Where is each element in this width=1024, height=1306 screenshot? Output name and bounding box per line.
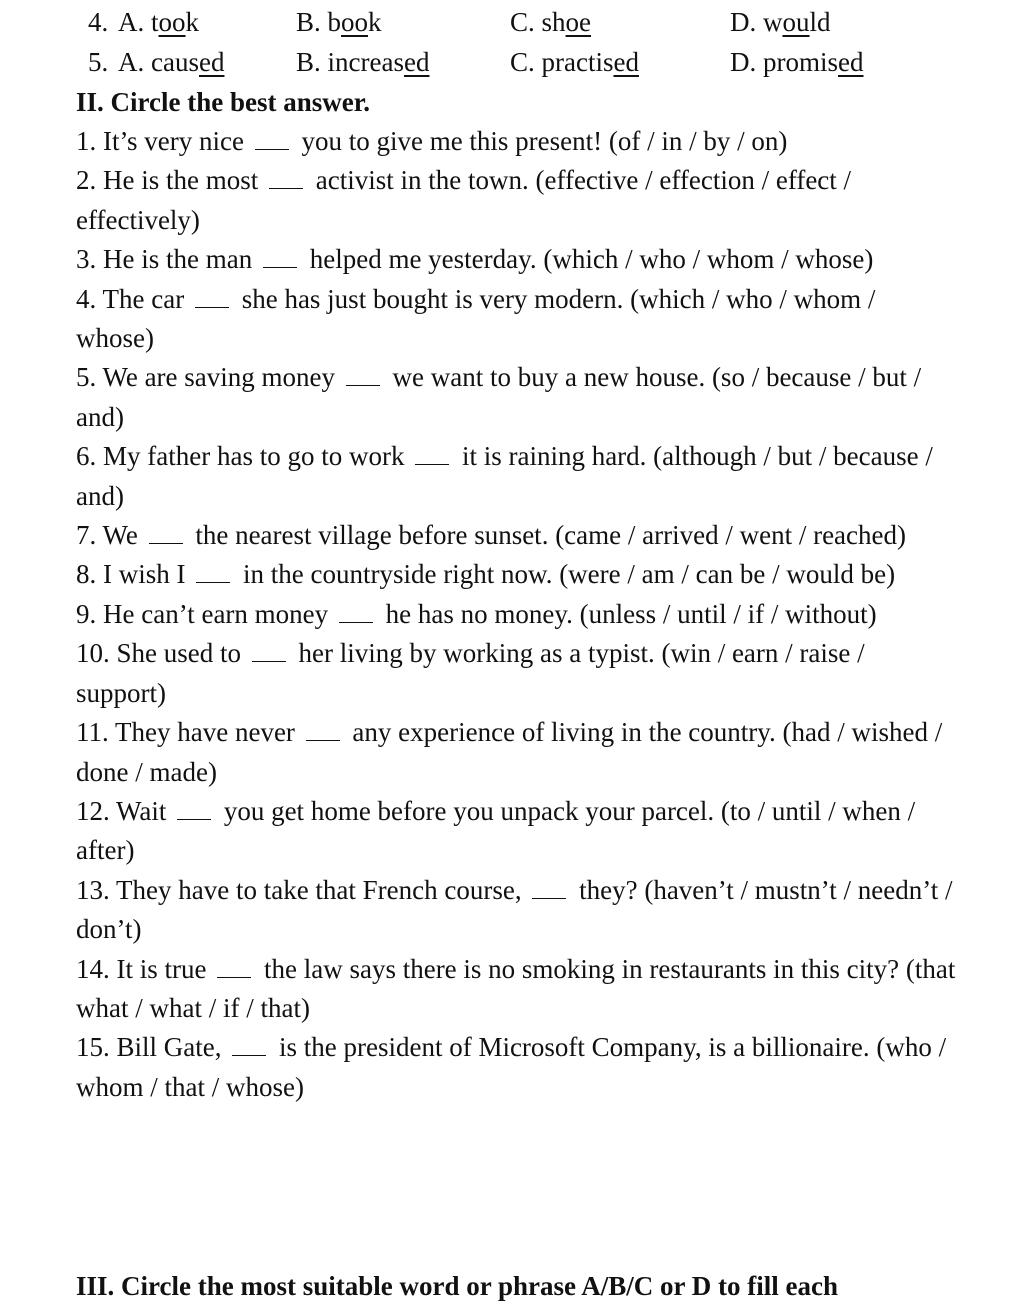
answer-blank — [346, 384, 380, 386]
answer-blank — [263, 266, 297, 268]
question-item — [76, 792, 956, 871]
question-text-after: the nearest village before sunset. (came / arrived / went / reached) — [195, 520, 906, 551]
underlined-sound: ed — [198, 47, 225, 77]
option-a: A. caused — [118, 47, 225, 77]
question-item — [76, 358, 956, 437]
question-text-after: the law says there is no smoking in restaurants in this city? (that what / what / if / that) — [76, 953, 956, 1023]
question-text-after: you to give me this present! (of / in / by / on) — [301, 126, 788, 156]
question-item — [76, 122, 956, 161]
question-text-before: I wish I — [103, 559, 186, 590]
answer-blank — [217, 976, 251, 978]
question-text-after: her living by working as a typist. (win / earn / raise / support) — [76, 638, 865, 708]
question-number: 3. — [76, 244, 97, 275]
answer-blank — [195, 306, 229, 308]
answer-blank — [196, 581, 230, 583]
question-text-after: we want to buy a new house. (so / because / but / and) — [76, 362, 922, 432]
question-number: 14. — [76, 953, 110, 984]
question-item — [76, 516, 956, 555]
question-number: 9. — [76, 598, 97, 629]
section-heading: II. Circle the best answer. — [76, 87, 370, 117]
question-text-before: He is the man — [103, 244, 253, 275]
question-text-before: She used to — [116, 638, 241, 669]
question-text-before: We are saving money — [102, 362, 336, 393]
answer-blank — [255, 148, 289, 150]
question-text-before: They have never — [115, 717, 295, 748]
pronunciation-row-5 — [0, 42, 1024, 82]
underlined-sound: ou — [782, 7, 810, 37]
underlined-sound: ed — [613, 47, 639, 77]
question-text-after: he has no money. (unless / until / if / without) — [385, 598, 877, 629]
question-text-after: activist in the town. (effective / effection / effect / effectively) — [76, 165, 852, 235]
question-item — [76, 1028, 956, 1107]
question-number: 6. — [76, 441, 97, 472]
question-text-after: in the countryside right now. (were / am / can be / would be) — [243, 559, 896, 590]
question-text-after: any experience of living in the country. (had / wished / done / made) — [76, 717, 943, 787]
question-text-before: The car — [102, 283, 185, 314]
question-number: 4. — [88, 7, 109, 37]
question-text-before: It is true — [116, 953, 207, 984]
answer-blank — [232, 1054, 266, 1056]
option-c: C. practised — [510, 47, 639, 77]
option-a: A. took — [118, 7, 200, 37]
question-number: 10. — [76, 638, 110, 669]
option-b: B. book — [296, 7, 382, 37]
option-d: D. promised — [730, 47, 864, 77]
question-item — [76, 555, 956, 594]
question-text-before: We — [102, 520, 138, 551]
answer-blank — [306, 739, 340, 741]
underlined-sound: oe — [565, 7, 592, 37]
question-number: 15. — [76, 1032, 110, 1063]
question-text-after: is the president of Microsoft Company, is a billionaire. (who / whom / that / whose) — [76, 1032, 947, 1102]
question-text-after: helped me yesterday. (which / who / whom / whose) — [309, 244, 874, 275]
question-list — [76, 122, 956, 1107]
question-number: 11. — [76, 717, 109, 748]
answer-blank — [177, 818, 211, 820]
next-section-heading: III. Circle the most suitable word or phrase A/B/C or D to fill each — [76, 1271, 838, 1301]
question-number: 12. — [76, 795, 110, 826]
question-item — [76, 161, 956, 240]
question-number: 8. — [76, 559, 97, 590]
question-number: 5. — [88, 47, 109, 77]
answer-blank — [252, 660, 286, 662]
question-number: 7. — [76, 520, 97, 551]
question-text-after: she has just bought is very modern. (which / who / whom / whose) — [76, 283, 876, 354]
question-number: 2. — [76, 165, 97, 196]
underlined-sound: ed — [838, 47, 864, 77]
question-item — [76, 437, 956, 516]
question-text-after: they? (haven’t / mustn’t / needn’t / don’t) — [76, 874, 953, 945]
question-text-after: you get home before you unpack your parcel. (to / until / when / after) — [76, 795, 916, 866]
underlined-sound: ed — [403, 47, 430, 77]
question-item — [76, 595, 956, 634]
question-item — [76, 950, 956, 1029]
pronunciation-row-4 — [0, 2, 1024, 42]
question-item — [76, 634, 956, 713]
option-c: C. shoe — [510, 7, 592, 37]
question-item — [76, 240, 956, 279]
option-b: B. increased — [296, 47, 430, 77]
question-text-before: My father has to go to work — [103, 441, 405, 472]
question-number: 13. — [76, 874, 110, 905]
answer-blank — [269, 187, 303, 189]
question-text-before: Bill Gate, — [116, 1032, 222, 1063]
question-text-before: Wait — [116, 795, 167, 826]
question-item — [76, 280, 956, 359]
question-item — [76, 713, 956, 792]
question-number: 5. — [76, 362, 97, 393]
question-text-before: They have to take that French course, — [116, 874, 522, 905]
question-text-before: He can’t earn money — [103, 598, 329, 629]
answer-blank — [149, 542, 183, 544]
underlined-sound: oo — [341, 7, 369, 37]
underlined-sound: oo — [158, 7, 186, 37]
option-d: D. would — [730, 7, 831, 37]
question-item — [76, 871, 956, 950]
answer-blank — [415, 463, 449, 465]
answer-blank — [339, 621, 373, 623]
question-number: 4. — [76, 283, 97, 314]
question-text-after: it is raining hard. (although / but / because / and) — [76, 441, 933, 511]
answer-blank — [532, 897, 566, 899]
question-text-before: He is the most — [103, 165, 259, 196]
question-text-before: It’s very nice — [103, 126, 244, 156]
question-number: 1. — [76, 126, 97, 156]
